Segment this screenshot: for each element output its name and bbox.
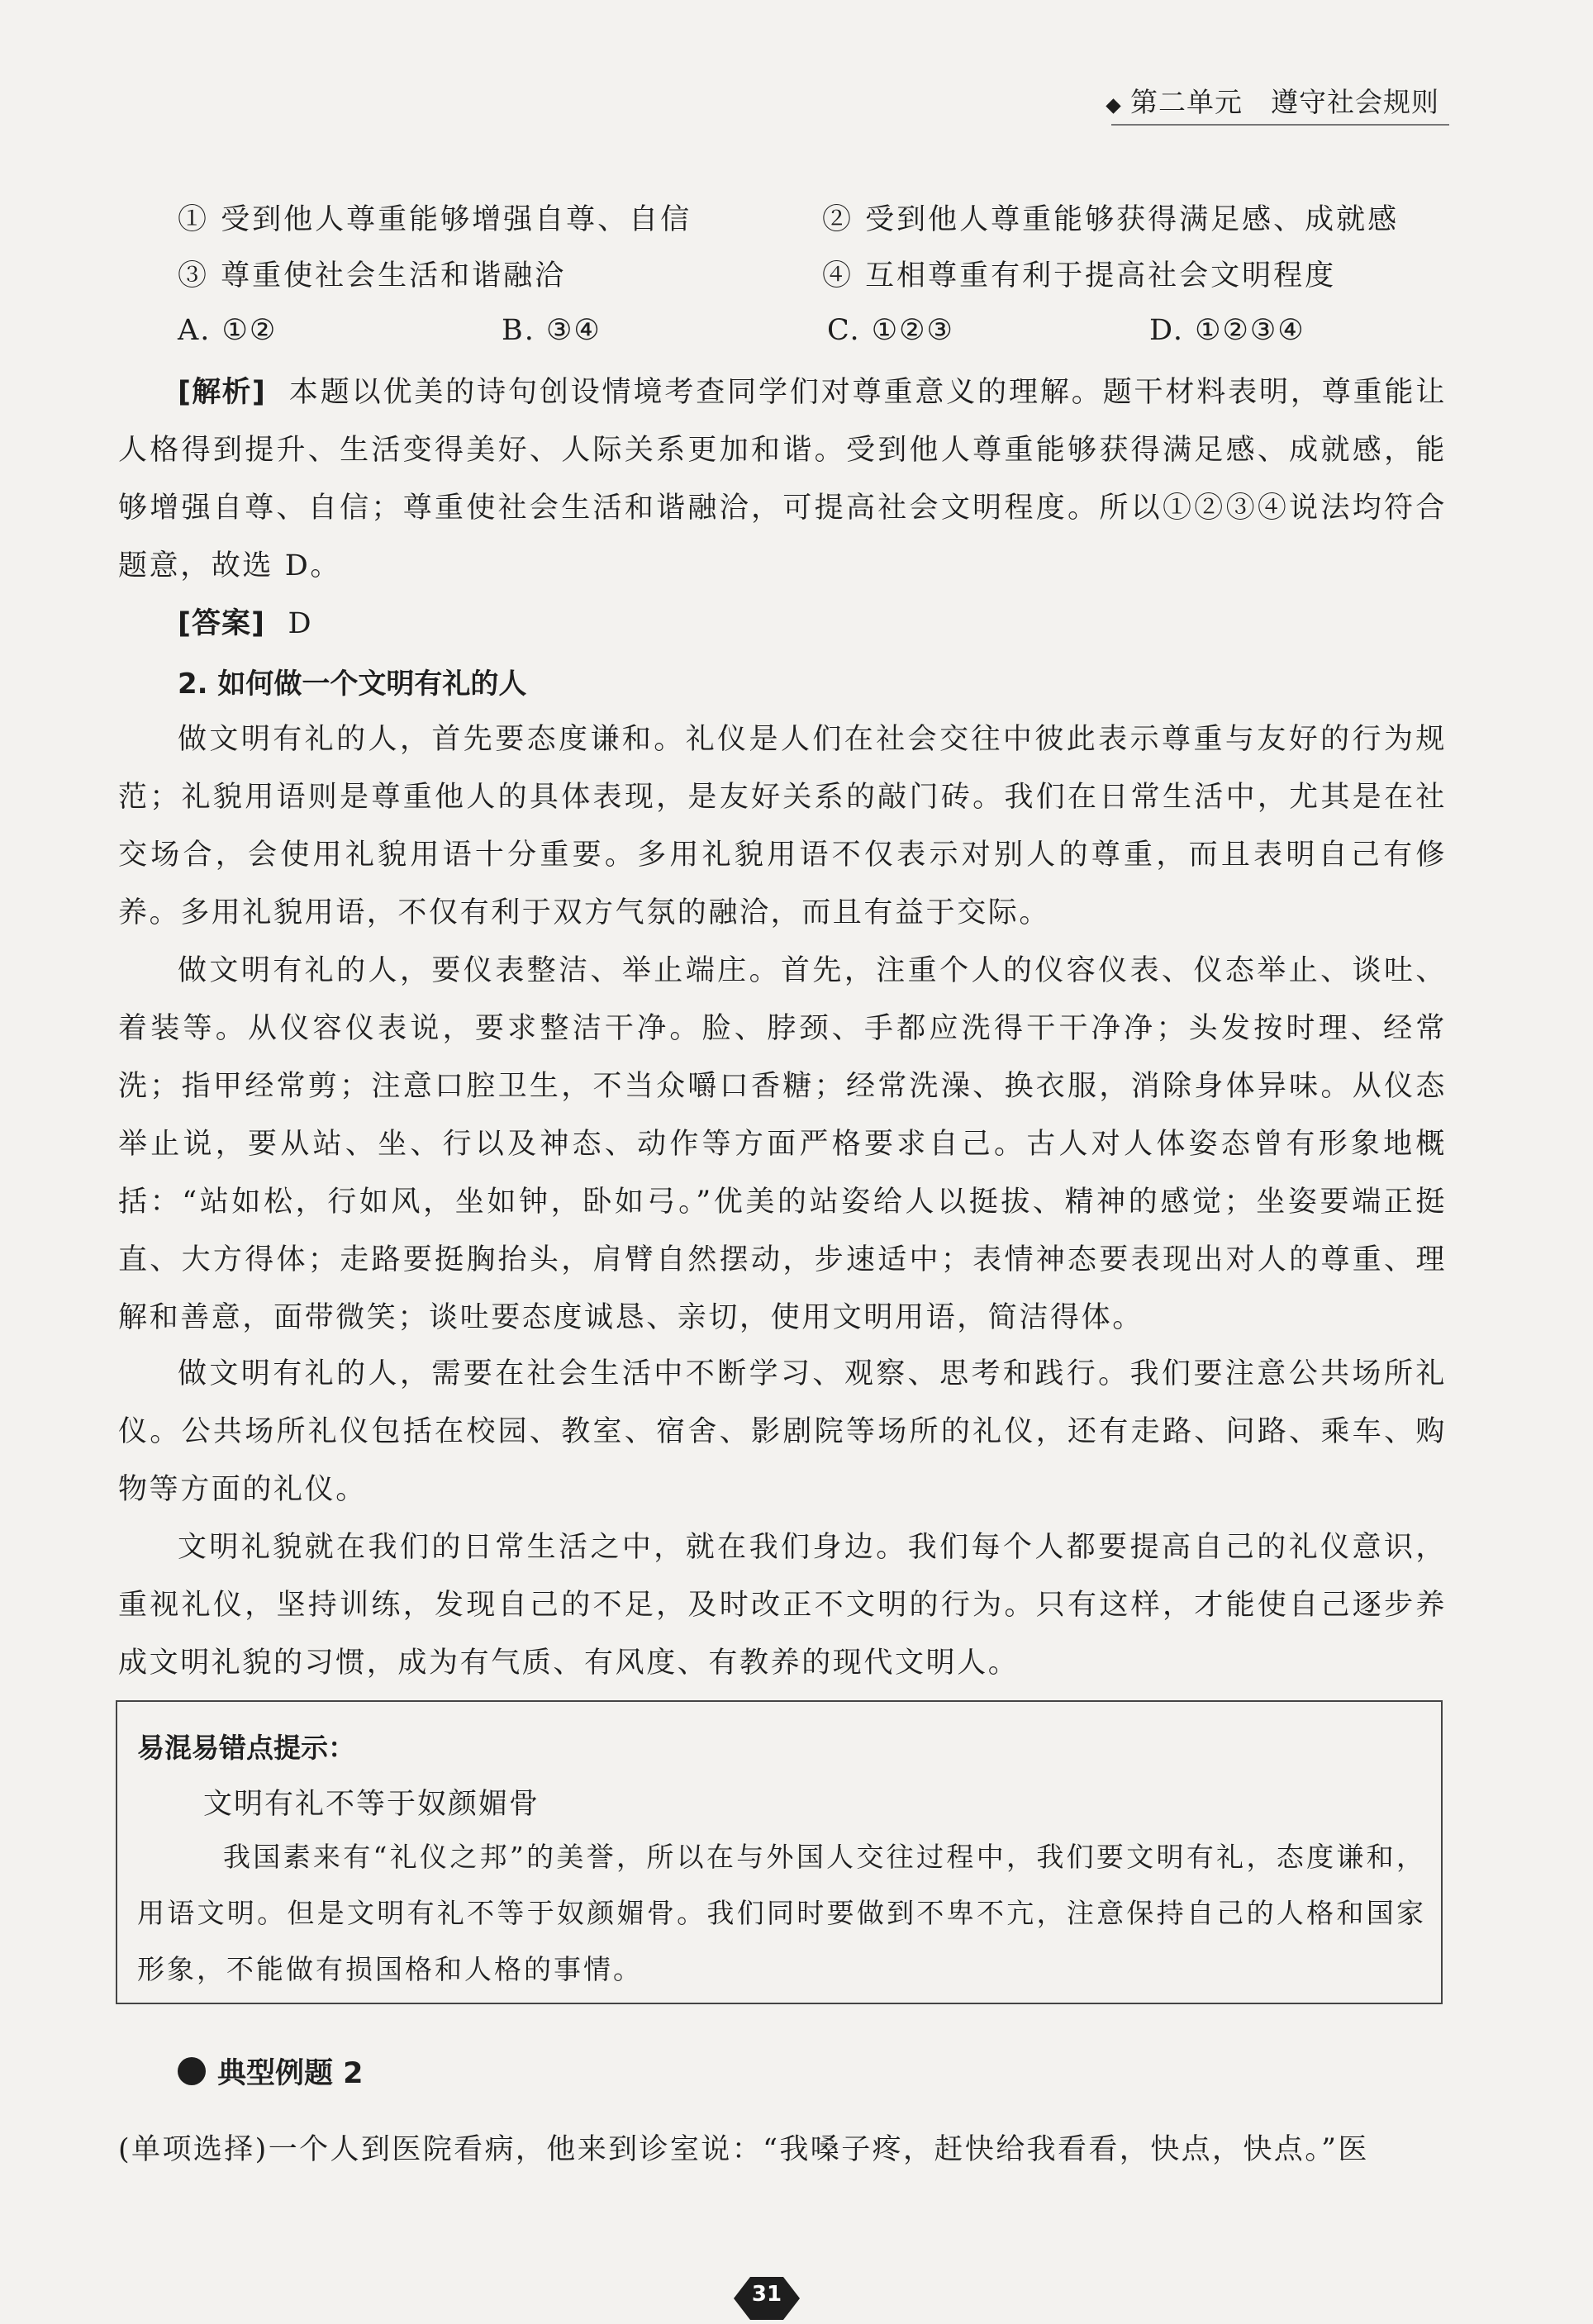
tip-box — [116, 1700, 1443, 2004]
answer-tag: [答案] — [178, 607, 265, 640]
statement-1: ① 受到他人尊重能够增强自尊、自信 — [178, 203, 692, 236]
statement-3: ③ 尊重使社会生活和谐融洽 — [178, 259, 567, 292]
body-paragraph-3: 做文明有礼的人，需要在社会生活中不断学习、观察、思考和践行。我们要注意公共场所礼仪。公共场所礼仪包括在校园、教室、宿舍、影剧院等场所的礼仪，还有走路、问路、乘车、购物等方面的礼仪。 — [118, 1357, 1447, 1506]
analysis-text: 本题以优美的诗句创设情境考查同学们对尊重意义的理解。题干材料表明，尊重能让人格得到提升、生活变得美好、人际关系更加和谐。受到他人尊重能够获得满足感、成就感，能够增强自尊、自信；尊重使社会生活和谐融洽，可提高社会文明程度。所以①②③④说法均符合题意，故选 D。 — [118, 376, 1448, 582]
diamond-icon — [1106, 98, 1120, 113]
page-number: 31 — [751, 2282, 782, 2307]
example-label: 典型例题 2 — [217, 2057, 364, 2090]
body-paragraph-1: 做文明有礼的人，首先要态度谦和。礼仪是人们在社会交往中彼此表示尊重与友好的行为规范；礼貌用语则是尊重他人的具体表现，是友好关系的敲门砖。我们在日常生活中，尤其是在社交场合，会使用礼貌用语十分重要。多用礼貌用语不仅表示对别人的尊重，而且表明自己有修养。多用礼貌用语，不仅有利于双方气氛的融洽，而且有益于交际。 — [118, 723, 1447, 929]
unit-title: 第二单元 遵守社会规则 — [1130, 86, 1439, 118]
section-heading: 2. 如何做一个文明有礼的人 — [178, 668, 527, 701]
tip-box-subtitle: 文明有礼不等于奴颜媚骨 — [203, 1788, 540, 1821]
body-paragraph-4: 文明礼貌就在我们的日常生活之中，就在我们身边。我们每个人都要提高自己的礼仪意识，重视礼仪，坚持训练，发现自己的不足，及时改正不文明的行为。只有这样，才能使自己逐步养成文明礼貌的习惯，成为有气质、有风度、有教养的现代文明人。 — [118, 1531, 1447, 1680]
choice-c: C. ①②③ — [827, 314, 954, 347]
option-statements — [178, 197, 1467, 309]
analysis-paragraph — [118, 364, 1447, 595]
page-number-badge — [734, 2274, 800, 2323]
statement-2: ② 受到他人尊重能够获得满足感、成就感 — [822, 203, 1400, 236]
header-rule — [1111, 124, 1449, 126]
example-heading — [178, 2051, 364, 2092]
body-paragraph-2: 做文明有礼的人，要仪表整洁、举止端庄。首先，注重个人的仪容仪表、仪态举止、谈吐、着装等。从仪容仪表说，要求整洁干净。脸、脖颈、手都应洗得干干净净；头发按时理、经常洗；指甲经常剪；注意口腔卫生，不当众嚼口香糖；经常洗澡、换衣服，消除身体异味。从仪态举止说，要从站、坐、行以及神态、动作等方面严格要求自己。古人对人体姿态曾有形象地概括：“站如松，行如风，坐如钟，卧如弓。”优美的站姿给人以挺拔、精神的感觉；坐姿要端正挺直、大方得体；走路要挺胸抬头，肩臂自然摆动，步速适中；表情神态要表现出对人的尊重、理解和善意，面带微笑；谈吐要态度诚恳、亲切，使用文明用语，简洁得体。 — [118, 954, 1447, 1334]
analysis-tag: [解析] — [178, 376, 266, 409]
tip-box-body: 我国素来有“礼仪之邦”的美誉，所以在与外国人交往过程中，我们要文明有礼，态度谦和，用语文明。但是文明有礼不等于奴颜媚骨。我们同时要做到不卑不亢，注意保持自己的人格和国家形象，不能做有损国格和人格的事情。 — [137, 1841, 1426, 1985]
page-header — [1108, 81, 1439, 120]
bullet-icon — [178, 2057, 206, 2085]
example-question: (单项选择)一个人到医院看病，他来到诊室说：“我嗓子疼，赶快给我看看，快点，快点。”医 — [118, 2133, 1369, 2166]
choice-b: B. ③④ — [502, 314, 602, 347]
statement-4: ④ 互相尊重有利于提高社会文明程度 — [822, 259, 1337, 292]
tip-box-title: 易混易错点提示： — [137, 1732, 355, 1764]
answer-line — [118, 595, 1447, 653]
choice-a: A. ①② — [178, 314, 278, 347]
choice-d: D. ①②③④ — [1149, 314, 1305, 347]
answer-value: D — [288, 607, 314, 640]
